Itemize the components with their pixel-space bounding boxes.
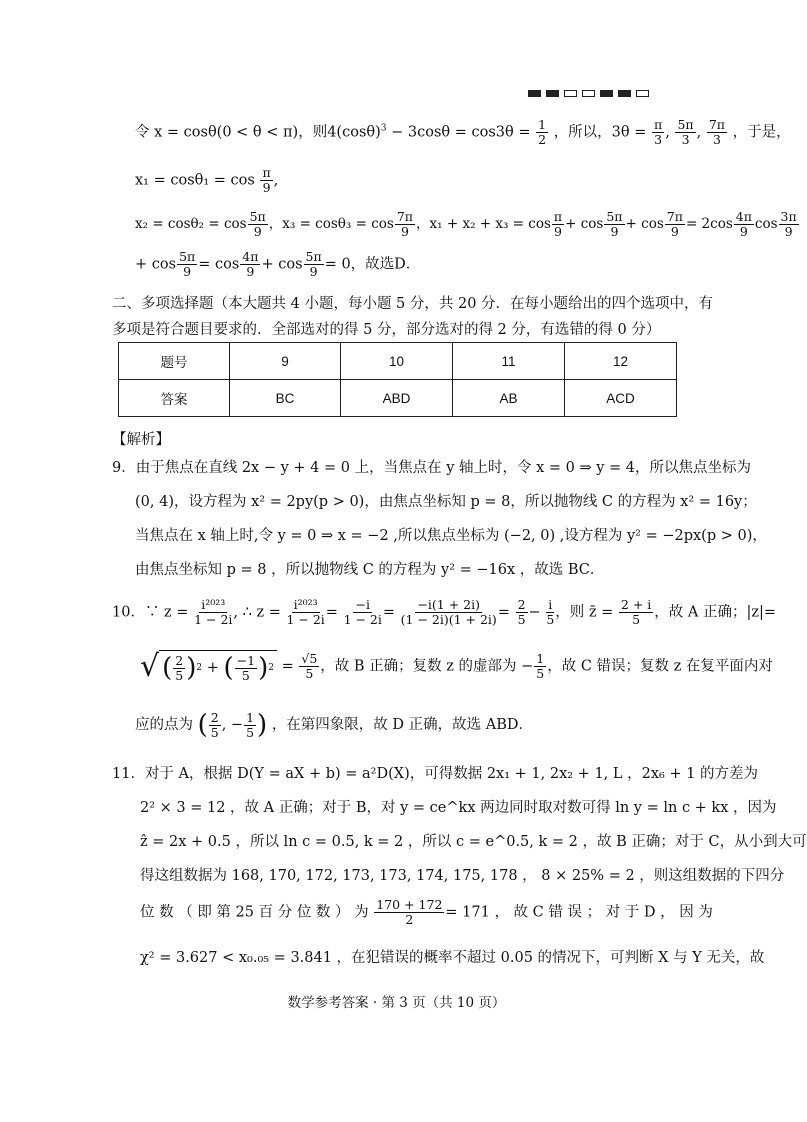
text: ，x₃ = cosθ₃ = cos	[268, 215, 394, 232]
fraction: $\frac{2}{5}$	[210, 709, 219, 740]
table-header-cell: 10	[341, 343, 453, 380]
fraction: $\frac{\text{i²⁰²³}}{1 - 2i}$	[194, 597, 233, 627]
section-heading: 二、多项选择题（本大题共 4 小题，每小题 5 分，共 20 分．在每小题给出的四个选项中，有	[112, 296, 714, 312]
table-cell: ABD	[341, 380, 453, 417]
text: + cos	[261, 256, 303, 273]
text: = 0，故选D．	[324, 256, 421, 273]
q11-line-6: χ² = 3.627 < x₀.₀₅ = 3.841 ，在犯错误的概率不超过 0.05 的情况下，可判断 X 与 Y 无关，故	[140, 950, 765, 966]
table-cell: ACD	[565, 380, 677, 417]
fraction: $\frac{7\pi}{9}$	[396, 209, 414, 239]
fraction: $\frac{5\pi}{9}$	[305, 249, 322, 279]
page-footer: 数学参考答案 · 第 3 页（共 10 页）	[287, 995, 506, 1011]
q9-line-2: (0, 4)，设方程为 x² = 2py(p > 0)，由焦点坐标知 p = 8，所以抛物线 C 的方程为 x² = 16y；	[135, 494, 757, 510]
table-cell: AB	[453, 380, 565, 417]
fraction: $\frac{√5}{5}$	[301, 651, 318, 681]
fraction: $\frac{2}{5}$	[175, 652, 184, 683]
q9-line-1: 9．由于焦点在直线 2x − y + 4 = 0 上，当焦点在 y 轴上时，令 x = 0 ⇒ y = 4，所以焦点坐标为	[112, 460, 752, 476]
text: =	[497, 604, 510, 621]
fraction: $\frac{2}{5}$	[517, 597, 526, 627]
fraction: $\frac{5\pi}{9}$	[606, 209, 623, 239]
text: = 171 ， 故 C 错 误 ； 对 于 D ， 因 为	[445, 904, 713, 921]
fraction: $\frac{7\pi}{9}$	[666, 209, 683, 239]
table-cell: BC	[230, 380, 341, 417]
text: x = cosθ(0 < θ < π)，则4(cosθ)	[154, 124, 381, 141]
text: + cos	[565, 215, 604, 232]
fraction: $\frac{-i}{1 - 2i}$	[343, 597, 382, 627]
fraction: $\frac{170 + 172}{2}$	[376, 897, 443, 927]
q10-line-1	[112, 598, 776, 627]
text: =	[325, 604, 338, 621]
marker-filled	[618, 90, 631, 97]
fraction: $\frac{i}{5}$	[546, 597, 555, 627]
q10-line-3: 应的点为 ( $\frac{2}{5}$ , − $\frac{1}{5}$ ) ，在第四象限，故 D 正确，故选 ABD．	[135, 709, 534, 740]
fraction: $\frac{5\pi}{9}$	[179, 249, 196, 279]
text: 位 数 （ 即 第 25 百 分 位 数 ） 为	[140, 904, 369, 921]
section-instructions: 多项是符合题目要求的．全部选对的得 5 分，部分选对的得 2 分，有选错的得 0 分）	[112, 322, 661, 338]
text: + cos	[625, 215, 664, 232]
table-header-cell: 题号	[119, 343, 230, 380]
text: =	[382, 604, 396, 621]
text: 10．∵ z =	[112, 604, 189, 621]
text: −	[528, 604, 541, 621]
marker-filled	[600, 90, 613, 97]
fraction: $\frac{\pi}{9}$	[553, 209, 563, 239]
text: x₂ = cosθ₂ = cos	[135, 215, 247, 232]
fraction: $\frac{\text{i²⁰²³}}{1 - 2i}$	[286, 597, 325, 627]
text: 令	[135, 124, 150, 141]
marker-empty	[564, 90, 577, 97]
table-cell: 答案	[119, 380, 230, 417]
text: cos	[754, 215, 778, 232]
q11-line-3: ẑ = 2x + 0.5 ，所以 ln c = 0.5, k = 2 ，所以 c = e^0.5, k = 2 ，故 B 正确；对于 C，从小到大可	[140, 834, 807, 850]
text: = 2cos	[685, 215, 733, 232]
fraction: $\frac{5\pi}{3}$	[677, 117, 694, 147]
q11-line-2: 2² × 3 = 12 ，故 A 正确；对于 B，对 y = ce^kx 两边同时取对数可得 ln y = ln c + kx ，因为	[140, 800, 777, 816]
q11-line-5	[140, 898, 713, 927]
fraction: $\frac{-1}{5}$	[236, 652, 256, 683]
solution-line-2: x₁ = cosθ₁ = cos $\frac{\pi}{9}$ ,	[135, 165, 279, 195]
table-row	[119, 380, 677, 417]
fraction: $\frac{7\pi}{3}$	[708, 117, 726, 147]
text: ，故 C 错误；复数 z 在复平面内对	[547, 658, 773, 675]
square-root: √ ( $\frac{2}{5}$ ) 2 + ( $\frac{-1}{5}$ ) 2	[140, 650, 277, 683]
exponent: 3	[380, 123, 387, 134]
text: x₁ = cosθ₁ = cos	[135, 172, 255, 189]
fraction: $\frac{2 + i}{5}$	[620, 597, 652, 627]
fraction: $\frac{4\pi}{9}$	[242, 249, 259, 279]
analysis-label: 【解析】	[112, 432, 170, 448]
text: ，所以，3θ =	[553, 124, 647, 141]
text: ，故 A 正确；|z|=	[654, 604, 777, 621]
marker-empty	[582, 90, 595, 97]
q10-line-2	[140, 650, 773, 683]
text: ，故 B 正确；复数 z 的虚部为 −	[320, 658, 534, 675]
page-marker	[528, 90, 649, 97]
table-header-cell: 12	[565, 343, 677, 380]
solution-line-1: 令 x = cosθ(0 < θ < π)，则$4(\cos\theta)^3 - 3\cos\theta = \cos 3\theta$ = $\frac{1}{2}$ ，所以，3θ = $\frac{\pi}{3}$ , $\frac{5\pi}{3}$ , $\frac{7\pi}{3}$ ，于是，	[135, 117, 791, 147]
q11-line-4: 得这组数据为 168, 170, 172, 173, 173, 174, 175, 178 ， 8 × 25% = 2 ，则这组数据的下四分	[140, 868, 785, 884]
text: − 3cosθ = cos3θ =	[386, 124, 531, 141]
table-row	[119, 343, 677, 380]
q11-line-1: 11．对于 A，根据 D(Y = aX + b) = a²D(X)，可得数据 2x₁ + 1, 2x₂ + 1, L ，2x₆ + 1 的方差为	[112, 766, 759, 782]
text: =	[281, 658, 294, 675]
text: = cos	[198, 256, 240, 273]
q9-line-3: 当焦点在 x 轴上时,令 y = 0 ⇒ x = −2 ,所以焦点坐标为 (−2, 0) ,设方程为 y² = −2px(p > 0)，	[135, 528, 767, 544]
q9-line-4: 由焦点坐标知 p = 8 ，所以抛物线 C 的方程为 y² = −16x ，故选 BC．	[135, 562, 605, 578]
fraction: $\frac{4\pi}{9}$	[735, 209, 752, 239]
fraction: $\frac{1}{5}$	[536, 651, 545, 681]
text: ，在第四象限，故 D 正确，故选 ABD．	[271, 717, 534, 733]
solution-line-4	[135, 250, 420, 279]
fraction: $\frac{\pi}{9}$	[262, 165, 271, 195]
answer-table	[118, 342, 677, 417]
fraction: $\frac{-i(1 + 2i)}{(1 - 2i)(1 + 2i)}$	[400, 597, 497, 627]
fraction: $\frac{\pi}{3}$	[654, 117, 663, 147]
text: , ∴ z =	[233, 604, 281, 621]
table-header-cell: 11	[453, 343, 565, 380]
text: + cos	[135, 256, 177, 273]
fraction: $\frac{3\pi}{9}$	[780, 209, 797, 239]
fraction: $\frac{1}{5}$	[246, 709, 255, 740]
fraction: $\frac{5\pi}{9}$	[249, 209, 266, 239]
fraction: $\frac{1}{2}$	[538, 117, 547, 147]
text: ，于是，	[732, 124, 791, 141]
marker-filled	[546, 90, 559, 97]
text: 应的点为	[135, 717, 193, 733]
text: ，则 z̄ =	[555, 604, 614, 621]
marker-filled	[528, 90, 541, 97]
text: ，x₁ + x₂ + x₃ = cos	[416, 215, 551, 232]
marker-empty	[636, 90, 649, 97]
table-header-cell: 9	[230, 343, 341, 380]
solution-line-3	[135, 210, 800, 239]
